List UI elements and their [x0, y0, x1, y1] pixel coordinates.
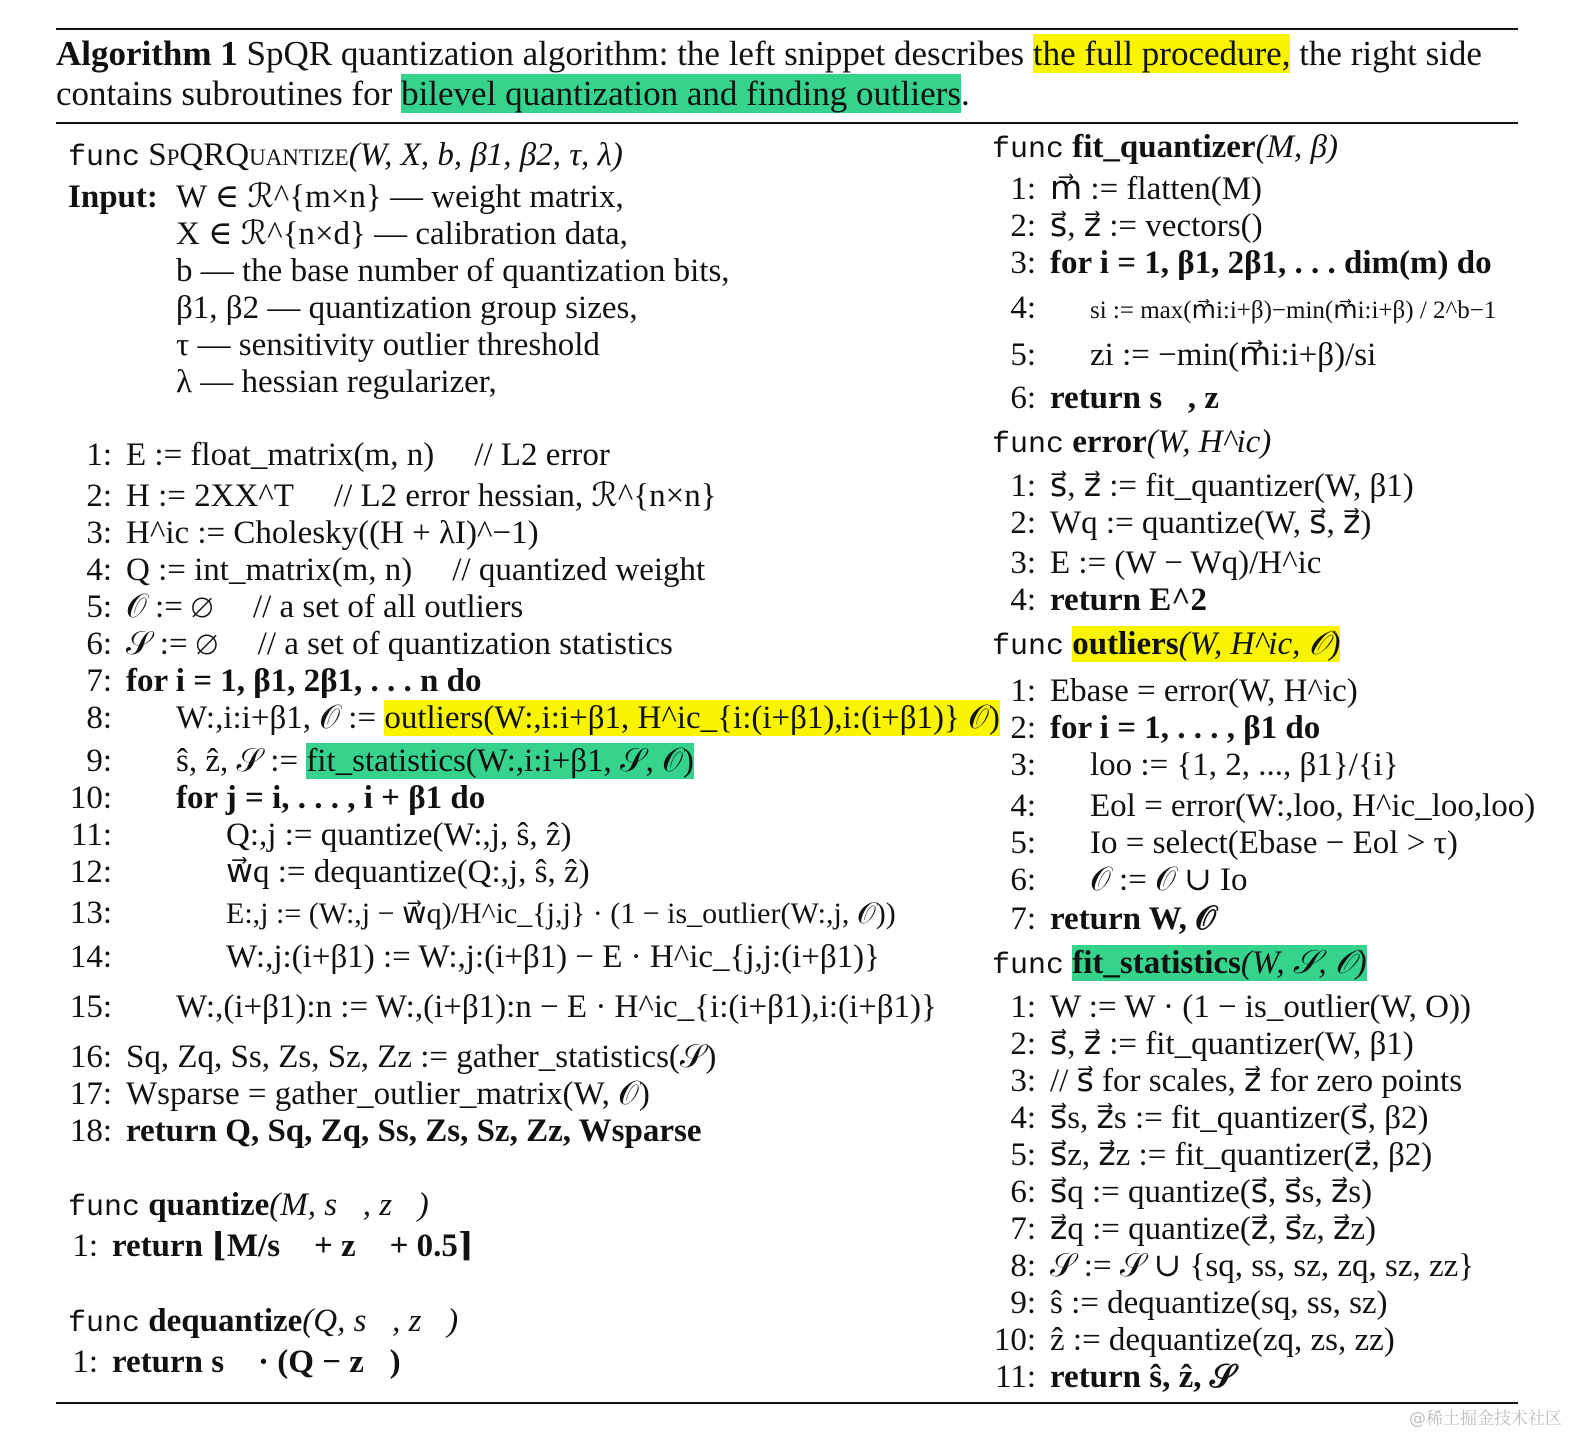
- step-code: Sq, Zq, Ss, Zs, Sz, Zz := gather_statistics(𝒮): [126, 1039, 717, 1075]
- error-step-2: [992, 504, 1371, 542]
- step-code: ŝ := dequantize(sq, ss, sz): [1050, 1285, 1388, 1321]
- input-calibration: X ∈ ℛ^{n×d} — calibration data,: [176, 216, 628, 252]
- step-number: 3:: [1010, 245, 1036, 281]
- error-name: error: [1072, 424, 1147, 460]
- step-code: return ŝ, ẑ, 𝒮: [1050, 1359, 1236, 1395]
- step-number: 7:: [1010, 901, 1036, 937]
- step-code: H := 2XX^T: [126, 478, 294, 514]
- quantize-header: [68, 1186, 429, 1227]
- fit-quantizer-step-6: [992, 379, 1245, 417]
- step-code: w⃗q := dequantize(Q:,j, ŝ, ẑ): [226, 854, 590, 890]
- fit-quantizer-step-3: [992, 244, 1492, 282]
- step-code: Q := int_matrix(m, n): [126, 552, 413, 588]
- fit-statistics-step-2: [992, 1025, 1414, 1063]
- step-number: 2:: [86, 478, 112, 514]
- spqr-step-10: [68, 779, 485, 817]
- quantize-step-1: [68, 1227, 474, 1265]
- input-weight: W ∈ ℛ^{m×n} — weight matrix,: [176, 179, 624, 215]
- dequantize-step-1: [68, 1343, 401, 1381]
- spqr-step-2: [68, 477, 717, 515]
- step-number: 1:: [86, 437, 112, 473]
- fit-statistics-step-7: [992, 1210, 1376, 1248]
- step-number: 3:: [86, 515, 112, 551]
- step-code: E := (W − Wq)/H^ic: [1050, 545, 1322, 581]
- fit-statistics-step-10: [992, 1321, 1395, 1359]
- step-code: ẑ := dequantize(zq, zs, zz): [1050, 1322, 1395, 1358]
- dequantize-header: [68, 1302, 458, 1343]
- step-code: Wsparse = gather_outlier_matrix(W, 𝒪): [126, 1076, 650, 1112]
- func-keyword: func: [992, 630, 1065, 664]
- bottom-rule: [56, 1402, 1518, 1404]
- step-code: W:,j:(i+β1) := W:,j:(i+β1) − E · H^ic_{j,j:(i+β1)}: [226, 939, 881, 975]
- step-number: 1:: [1010, 468, 1036, 504]
- step-code: s⃗, z⃗ := fit_quantizer(W, β1): [1050, 1026, 1414, 1062]
- step-number: 5:: [86, 589, 112, 625]
- error-params: (W, H^ic): [1146, 424, 1272, 460]
- spqr-step-17: [68, 1075, 650, 1113]
- caption-label: Algorithm 1: [56, 34, 238, 73]
- spqr-step-11: [68, 816, 571, 854]
- step-code: E:,j := (W:,j − w⃗q)/H^ic_{j,j} · (1 − is_outlier(W:,j, 𝒪)): [226, 897, 896, 930]
- step-code: s⃗s, z⃗s := fit_quantizer(s⃗, β2): [1050, 1100, 1429, 1136]
- spqr-step-12: [68, 853, 590, 891]
- func-keyword: func: [68, 1307, 141, 1341]
- spqr-header: [68, 136, 623, 177]
- fit-statistics-name: fit_statistics: [1072, 945, 1241, 981]
- fit-statistics-step-6: [992, 1173, 1372, 1211]
- quantize-name: quantize: [148, 1187, 270, 1223]
- input-threshold: τ — sensitivity outlier threshold: [176, 327, 600, 363]
- step-number: 4:: [1010, 788, 1036, 824]
- fit-quantizer-header: [992, 128, 1338, 169]
- func-keyword: func: [68, 1191, 141, 1225]
- step-number: 4:: [86, 552, 112, 588]
- error-step-3: [992, 544, 1321, 582]
- step-code: H^ic := Cholesky((H + λI)^−1): [126, 515, 539, 551]
- spqr-step-8: [68, 699, 1000, 737]
- func-keyword: func: [992, 949, 1065, 983]
- step-number: 14:: [69, 939, 112, 975]
- fit-statistics-step-11: [992, 1358, 1235, 1396]
- algorithm-caption: [56, 34, 1526, 114]
- spqr-step-1: [68, 436, 610, 474]
- step-number: 4:: [1010, 582, 1036, 618]
- step-number: 12:: [69, 854, 112, 890]
- func-keyword: func: [992, 428, 1065, 462]
- fit-statistics-step-8: [992, 1247, 1474, 1285]
- fit-statistics-call-highlight: fit_statistics(W:,i:i+β1, 𝒮, 𝒪): [306, 743, 694, 779]
- fit-statistics-step-5: [992, 1136, 1432, 1174]
- step-code: si := max(m⃗i:i+β)−min(m⃗i:i+β) / 2^b−1: [1090, 297, 1497, 324]
- func-keyword: func: [68, 141, 141, 175]
- step-number: 3:: [1010, 747, 1036, 783]
- spqr-step-14: [68, 938, 880, 976]
- func-keyword: func: [992, 133, 1065, 167]
- step-code: E := float_matrix(m, n): [126, 437, 435, 473]
- spqr-step-9: [68, 742, 694, 780]
- step-number: 1:: [1010, 171, 1036, 207]
- quantize-params: (M, s⃗, z⃗): [269, 1187, 429, 1223]
- outliers-step-6: [992, 861, 1248, 899]
- fit-statistics-step-3: [992, 1062, 1462, 1100]
- step-code: z⃗q := quantize(z⃗, s⃗z, z⃗z): [1050, 1211, 1376, 1247]
- caption-text-a: SpQR quantization algorithm: the left snippet describes: [246, 34, 1025, 73]
- step-code: 𝒮 := 𝒮 ∪ {sq, ss, sz, zq, sz, zz}: [1050, 1248, 1475, 1284]
- step-code: return ⌊M/s⃗ + z⃗ + 0.5⌉: [112, 1228, 474, 1264]
- step-code: Io = select(Ebase − Eol > τ): [1090, 825, 1458, 861]
- step-number: 7:: [86, 663, 112, 699]
- step-number: 1:: [1010, 989, 1036, 1025]
- spqr-step-15: [68, 988, 937, 1026]
- input-regularizer: λ — hessian regularizer,: [176, 364, 497, 400]
- step-number: 5:: [1010, 337, 1036, 373]
- step-code: s⃗, z⃗ := vectors(): [1050, 208, 1263, 244]
- spqr-step-16: [68, 1038, 716, 1076]
- step-number: 2:: [1010, 208, 1036, 244]
- caption-rule: [56, 122, 1518, 124]
- step-code: zi := −min(m⃗i:i+β)/si: [1090, 337, 1377, 373]
- error-step-4: [992, 581, 1207, 619]
- spqr-params: (W, X, b, β1, β2, τ, λ): [348, 137, 623, 173]
- step-code: s⃗, z⃗ := fit_quantizer(W, β1): [1050, 468, 1414, 504]
- step-number: 8:: [86, 700, 112, 736]
- step-code: 𝒪 := ∅: [126, 589, 213, 625]
- step-code: m⃗ := flatten(M): [1050, 171, 1263, 207]
- error-header: [992, 423, 1271, 464]
- step-number: 2:: [1010, 1026, 1036, 1062]
- step-code: for j = i, . . . , i + β1 do: [176, 780, 486, 816]
- fit-quantizer-step-2: [992, 207, 1263, 245]
- step-code: Wq := quantize(W, s⃗, z⃗): [1050, 505, 1372, 541]
- spqr-name: SpQRQuantize: [148, 137, 349, 173]
- step-number: 7:: [1010, 1211, 1036, 1247]
- step-number: 5:: [1010, 825, 1036, 861]
- outliers-step-5: [992, 824, 1458, 862]
- spqr-step-3: [68, 514, 539, 552]
- dequantize-params: (Q, s⃗, z⃗): [302, 1303, 459, 1339]
- step-number: 6:: [1010, 1174, 1036, 1210]
- step-number: 1:: [72, 1344, 98, 1380]
- fit-quantizer-step-5: [992, 336, 1376, 374]
- spqr-step-6: [68, 625, 673, 663]
- step-comment: // a set of all outliers: [252, 589, 524, 625]
- step-number: 4:: [1010, 1100, 1036, 1136]
- outliers-header: [992, 625, 1340, 666]
- step-comment: // L2 error hessian, ℛ^{n×n}: [333, 478, 717, 514]
- outliers-name: outliers: [1072, 626, 1179, 662]
- step-number: 2:: [1010, 710, 1036, 746]
- step-number: 10:: [993, 1322, 1036, 1358]
- step-code: return E^2: [1050, 582, 1207, 618]
- step-number: 2:: [1010, 505, 1036, 541]
- fit-quantizer-step-4: [992, 289, 1496, 330]
- step-code: Q:,j := quantize(W:,j, ŝ, ẑ): [226, 817, 572, 853]
- step-number: 4:: [1010, 290, 1036, 326]
- step-code: 𝒮 := ∅: [126, 626, 218, 662]
- spqr-step-7: [68, 662, 482, 700]
- step-number: 5:: [1010, 1137, 1036, 1173]
- step-number: 17:: [69, 1076, 112, 1112]
- input-bits: b — the base number of quantization bits,: [176, 253, 730, 289]
- step-code: s⃗z, z⃗z := fit_quantizer(z⃗, β2): [1050, 1137, 1433, 1173]
- fit-quantizer-step-1: [992, 170, 1262, 208]
- step-number: 1:: [1010, 673, 1036, 709]
- caption-text-b: the right side contains subroutines for: [56, 34, 1482, 113]
- step-comment: // quantized weight: [452, 552, 706, 588]
- spqr-step-13: [68, 894, 896, 933]
- step-number: 13:: [69, 895, 112, 931]
- outliers-step-2: [992, 709, 1320, 747]
- outliers-step-4: [992, 787, 1535, 825]
- outliers-params: (W, H^ic, 𝒪): [1178, 626, 1341, 662]
- input-group-sizes: β1, β2 — quantization group sizes,: [176, 290, 638, 326]
- step-code: return W, 𝒪: [1050, 901, 1216, 937]
- spqr-step-5: [68, 588, 523, 626]
- step-code: return s⃗ · (Q − z⃗): [112, 1344, 401, 1380]
- watermark: @稀土掘金技术社区: [1409, 1409, 1562, 1429]
- step-code: 𝒪 := 𝒪 ∪ Io: [1090, 862, 1248, 898]
- caption-text-c: .: [960, 74, 970, 113]
- step-code: return s⃗, z⃗: [1050, 380, 1245, 416]
- step-number: 11:: [995, 1359, 1036, 1395]
- step-number: 9:: [86, 743, 112, 779]
- step-number: 16:: [69, 1039, 112, 1075]
- step-number: 3:: [1010, 545, 1036, 581]
- spqr-step-18: [68, 1112, 701, 1150]
- fit-statistics-step-9: [992, 1284, 1388, 1322]
- step-code: Ebase = error(W, H^ic): [1050, 673, 1358, 709]
- step-number: 10:: [69, 780, 112, 816]
- step-number: 1:: [72, 1228, 98, 1264]
- step-comment: // a set of quantization statistics: [257, 626, 673, 662]
- spqr-step-4: [68, 551, 705, 589]
- outliers-call-highlight: outliers(W:,i:i+β1, H^ic_{i:(i+β1),i:(i+β1)} 𝒪): [384, 700, 1000, 736]
- step-code: for i = 1, . . . , β1 do: [1050, 710, 1321, 746]
- fit-quantizer-params: (M, β): [1255, 129, 1338, 165]
- step-number: 15:: [69, 989, 112, 1025]
- step-number: 18:: [69, 1113, 112, 1149]
- step-number: 8:: [1010, 1248, 1036, 1284]
- step-code: W:,i:i+β1, 𝒪 :=: [176, 700, 377, 736]
- dequantize-name: dequantize: [148, 1303, 303, 1339]
- caption-highlight-subroutines: bilevel quantization and finding outliers: [401, 74, 961, 113]
- fit-statistics-header: [992, 944, 1367, 985]
- fit-statistics-params: (W, 𝒮, 𝒪): [1240, 945, 1367, 981]
- error-step-1: [992, 467, 1414, 505]
- step-number: 3:: [1010, 1063, 1036, 1099]
- step-code: s⃗q := quantize(s⃗, s⃗s, z⃗s): [1050, 1174, 1373, 1210]
- outliers-step-3: [992, 746, 1399, 784]
- caption-highlight-procedure: the full procedure,: [1032, 34, 1291, 73]
- step-number: 6:: [86, 626, 112, 662]
- step-code: // s⃗ for scales, z⃗ for zero points: [1050, 1063, 1463, 1099]
- step-code: for i = 1, β1, 2β1, . . . dim(m) do: [1050, 245, 1492, 281]
- step-code: ŝ, ẑ, 𝒮 :=: [176, 743, 299, 779]
- outliers-step-1: [992, 672, 1358, 710]
- step-code: W:,(i+β1):n := W:,(i+β1):n − E · H^ic_{i:(i+β1),i:(i+β1)}: [176, 989, 937, 1025]
- fit-quantizer-name: fit_quantizer: [1072, 129, 1256, 165]
- step-code: Eol = error(W:,loo, H^ic_loo,loo): [1090, 788, 1536, 824]
- input-label: Input:: [68, 179, 158, 215]
- step-number: 9:: [1010, 1285, 1036, 1321]
- step-code: for i = 1, β1, 2β1, . . . n do: [126, 663, 482, 699]
- top-rule: [56, 28, 1518, 30]
- step-code: W := W · (1 − is_outlier(W, O)): [1050, 989, 1471, 1025]
- fit-statistics-step-1: [992, 988, 1471, 1026]
- step-number: 6:: [1010, 380, 1036, 416]
- step-number: 11:: [71, 817, 112, 853]
- fit-statistics-step-4: [992, 1099, 1429, 1137]
- step-code: loo := {1, 2, ..., β1}/{i}: [1090, 747, 1399, 783]
- outliers-step-7: [992, 900, 1216, 938]
- step-comment: // L2 error: [474, 437, 610, 473]
- step-code: return Q, Sq, Zq, Ss, Zs, Sz, Zz, Wsparse: [126, 1113, 702, 1149]
- step-number: 6:: [1010, 862, 1036, 898]
